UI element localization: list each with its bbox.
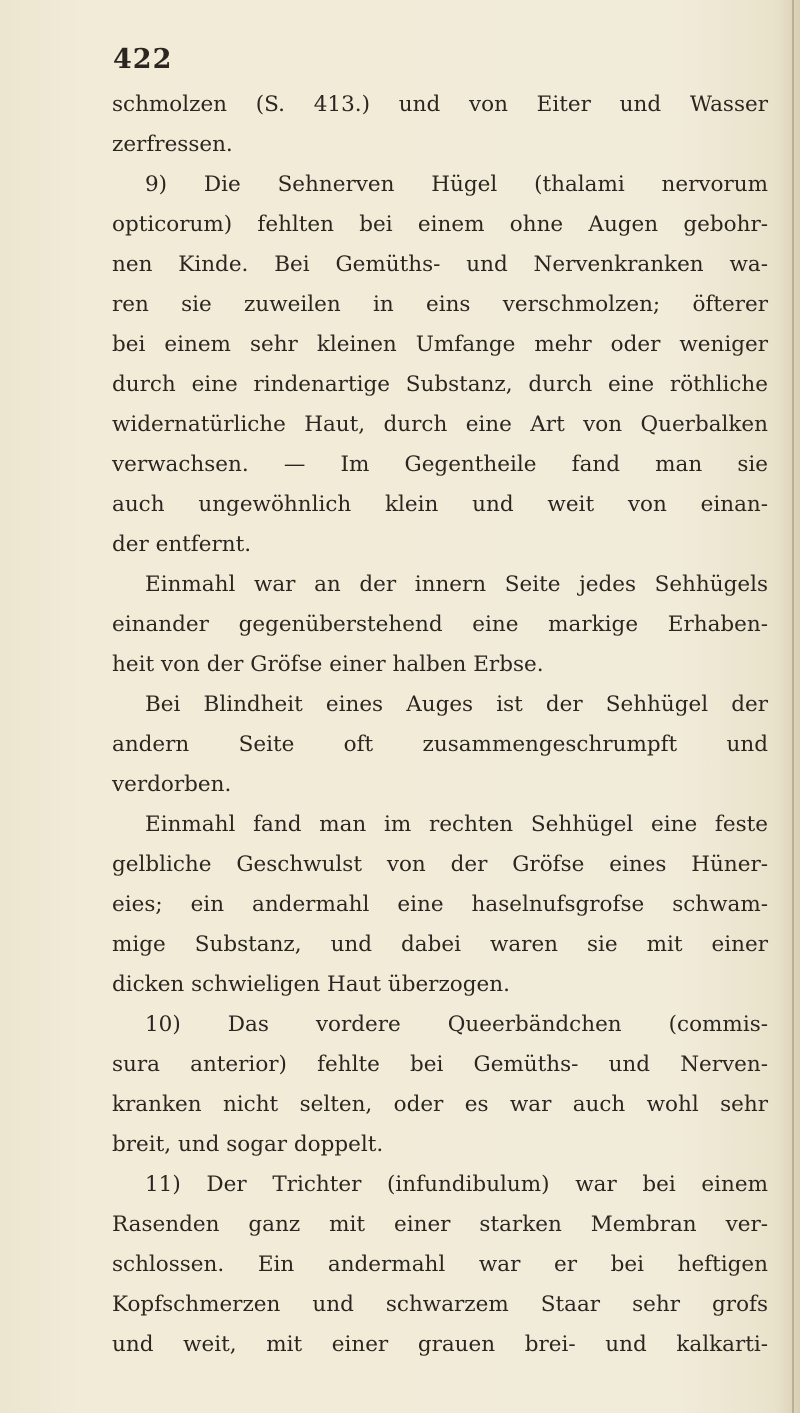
- text-line: opticorum) fehlten bei einem ohne Augen gebohr-: [112, 212, 768, 237]
- page-edge: [792, 0, 794, 1413]
- text-line: 10) Das vordere Queerbändchen (commis-: [145, 1012, 768, 1037]
- text-line: und weit, mit einer grauen brei- und kalkarti-: [112, 1332, 768, 1357]
- text-line: gelbliche Geschwulst von der Gröfse eines Hüner-: [112, 852, 768, 877]
- text-line: Einmahl war an der innern Seite jedes Sehhügels: [145, 572, 768, 597]
- text-line: Bei Blindheit eines Auges ist der Sehhügel der: [145, 692, 768, 717]
- text-line: Einmahl fand man im rechten Sehhügel eine feste: [145, 812, 768, 837]
- text-line: sura anterior) fehlte bei Gemüths- und Nerven-: [112, 1052, 768, 1077]
- text-line: andern Seite oft zusammengeschrumpft und: [112, 732, 768, 757]
- text-line: Kopfschmerzen und schwarzem Staar sehr grofs: [112, 1292, 768, 1317]
- text-line: kranken nicht selten, oder es war auch wohl sehr: [112, 1092, 768, 1117]
- text-line: schlossen. Ein andermahl war er bei heftigen: [112, 1252, 768, 1277]
- text-line: zerfressen.: [112, 132, 233, 157]
- text-line: 9) Die Sehnerven Hügel (thalami nervorum: [145, 172, 768, 197]
- text-line: auch ungewöhnlich klein und weit von einan-: [112, 492, 768, 517]
- text-line: mige Substanz, und dabei waren sie mit einer: [112, 932, 768, 957]
- text-line: breit, und sogar doppelt.: [112, 1132, 384, 1157]
- text-line: durch eine rindenartige Substanz, durch eine röthliche: [112, 372, 768, 397]
- page-number: 422: [113, 44, 173, 75]
- text-line: dicken schwieligen Haut überzogen.: [112, 972, 510, 997]
- text-line: 11) Der Trichter (infundibulum) war bei einem: [145, 1172, 768, 1197]
- text-line: eies; ein andermahl eine haselnufsgrofse schwam-: [112, 892, 768, 917]
- text-line: heit von der Gröfse einer halben Erbse.: [112, 652, 544, 677]
- text-line: ren sie zuweilen in eins verschmolzen; öfterer: [112, 292, 768, 317]
- text-line: verwachsen. — Im Gegentheile fand man sie: [112, 452, 768, 477]
- body-text: [112, 85, 768, 1365]
- text-line: der entfernt.: [112, 532, 252, 557]
- text-line: schmolzen (S. 413.) und von Eiter und Wasser: [112, 92, 768, 117]
- text-line: verdorben.: [112, 772, 232, 797]
- text-line: Rasenden ganz mit einer starken Membran ver-: [112, 1212, 768, 1237]
- text-line: einander gegenüberstehend eine markige Erhaben-: [112, 612, 768, 637]
- text-line: nen Kinde. Bei Gemüths- und Nervenkranken wa-: [112, 252, 768, 277]
- text-line: widernatürliche Haut, durch eine Art von Querbalken: [112, 412, 768, 437]
- text-line: bei einem sehr kleinen Umfange mehr oder weniger: [112, 332, 768, 357]
